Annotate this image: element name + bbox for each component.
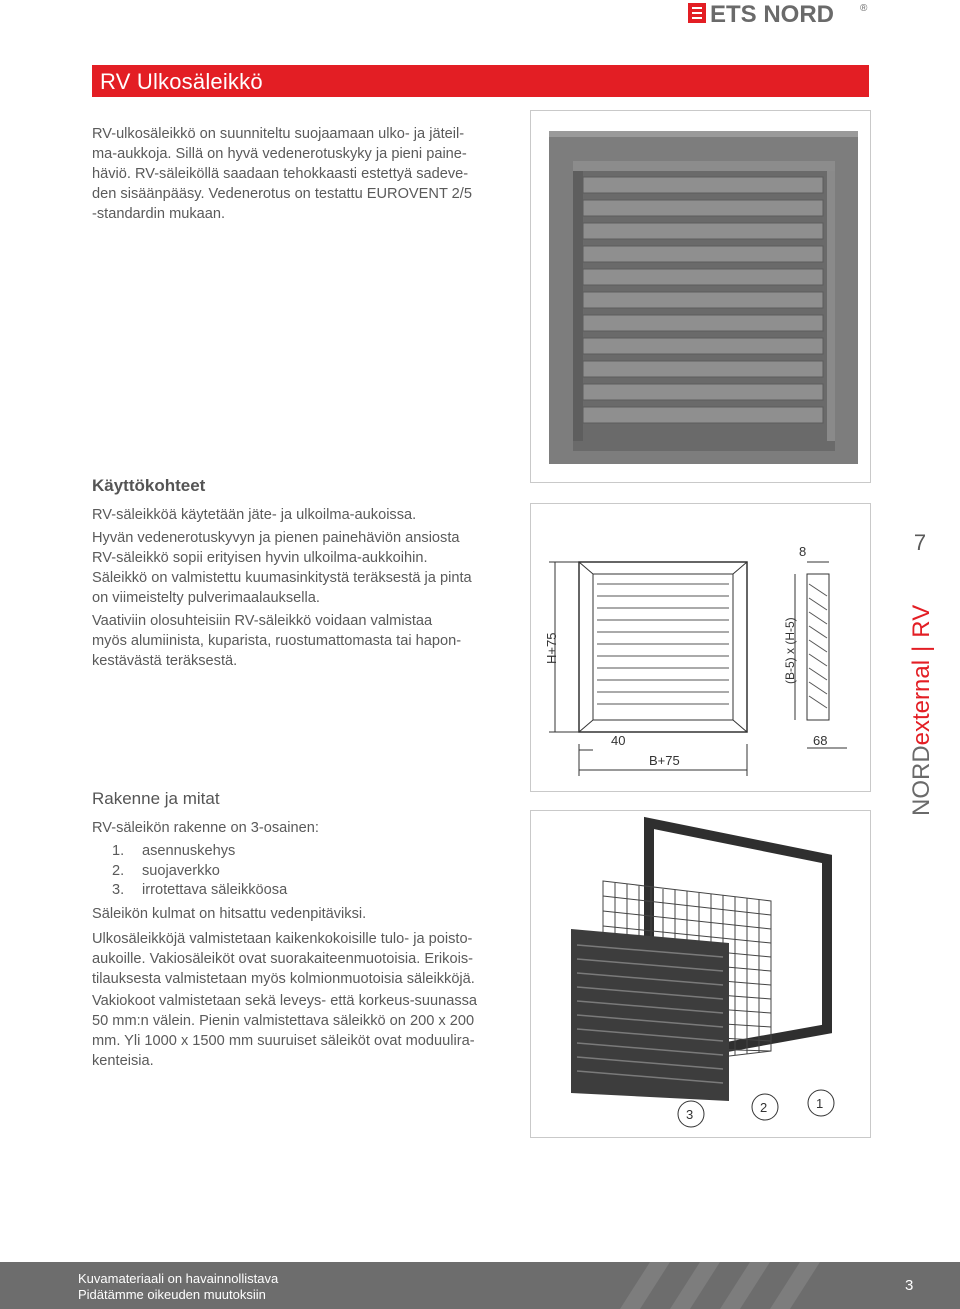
intro-paragraph: RV-ulkosäleikkö on suunniteltu suojaamaan ulko- ja jäteil- ma-aukkoja. Sillä on hyvä vedenerotuskyky ja pieni paine- häviö. RV-säleiköllä saadaan tehokkaasti estettyä sadeve- den sisäänpääsy. Vedenerotus on testattu EUROVENT 2/5 -standardin mukaan. <box>92 126 472 222</box>
structure-intro: RV-säleikön rakenne on 3-osainen: <box>92 820 319 836</box>
width-label: B+75 <box>649 753 680 768</box>
page-title: RV Ulkosäleikkö <box>100 69 263 94</box>
registered-mark: ® <box>860 3 868 14</box>
list-item: 2. suojaverkko <box>112 862 220 879</box>
footer-note-2: Pidätämme oikeuden muutoksiin <box>78 1287 266 1302</box>
title-bar <box>92 65 869 97</box>
side-category <box>895 580 945 820</box>
dimension-drawing <box>530 503 871 792</box>
footer-stripes-icon <box>580 1262 840 1309</box>
exploded-view <box>530 810 871 1138</box>
footer-note-1: Kuvamateriaali on havainnollistava <box>78 1271 279 1286</box>
svg-text:NORDexternal|RV <box>908 605 935 816</box>
structure-list <box>112 842 287 901</box>
logo-text: ETS NORD <box>710 1 835 26</box>
usage-paragraph-2: Hyvän vedenerotuskyvyn ja pienen painehäviön ansiosta RV-säleikkö sopii erityisen hyvin ulkoilma-aukkoihin. Säleikkö on valmistettu kuumasinkitystä teräksestä ja pinta on viimeistelty pulverimaalauksella. <box>92 530 472 606</box>
dim-40-label: 40 <box>611 733 626 748</box>
part-number-2: 2 <box>760 1100 768 1115</box>
footer <box>0 1262 960 1309</box>
ets-nord-logo <box>688 0 960 26</box>
part-number-3: 3 <box>686 1107 694 1122</box>
category-separator: | <box>908 645 935 652</box>
dim-8-label: 8 <box>799 544 807 559</box>
usage-paragraph-3: Vaativiin olosuhteisiin RV-säleikkö voidaan valmistaa myös alumiinista, kuparista, ruostumattomasta tai hapon- kestävästä teräksestä. <box>92 613 462 669</box>
page-number: 3 <box>905 1277 914 1294</box>
part-number-1: 1 <box>816 1096 824 1111</box>
structure-heading: Rakenne ja mitat <box>92 789 220 808</box>
category-prefix: NORD <box>908 745 935 816</box>
list-item: 3. irrotettava säleikköosa <box>112 882 288 898</box>
dim-68-label: 68 <box>813 733 828 748</box>
structure-paragraph-3: Vakiokoot valmistetaan sekä leveys- että korkeus-suunassa 50 mm:n välein. Pienin valmistettava säleikkö on 200 x 200 mm. Yli 1000 x 1500 mm suuruiset säleiköt ovat moduulira- kenteisia. <box>92 993 478 1069</box>
height-label: H+75 <box>544 632 559 664</box>
usage-heading: Käyttökohteet <box>92 476 206 495</box>
product-name: RV <box>908 604 935 638</box>
structure-paragraph-1: Säleikön kulmat on hitsattu vedenpitäviksi. <box>92 906 367 922</box>
chapter-number: 7 <box>913 530 927 555</box>
category-suffix: external <box>908 659 935 746</box>
section-label: (B-5) x (H-5) <box>783 617 797 684</box>
structure-paragraph-2: Ulkosäleikköjä valmistetaan kaikenkokoisille tulo- ja poisto- aukoille. Vakiosäleiköt ovat suorakaiteenmuotoisia. Erikois- tilauksesta valmistetaan myös kolmionmuotoisia säleikköjä. <box>92 931 475 987</box>
usage-paragraph-1: RV-säleikköä käytetään jäte- ja ulkoilma-aukoissa. <box>92 507 417 523</box>
list-item: 1. asennuskehys <box>112 843 236 859</box>
product-photo <box>530 110 871 483</box>
